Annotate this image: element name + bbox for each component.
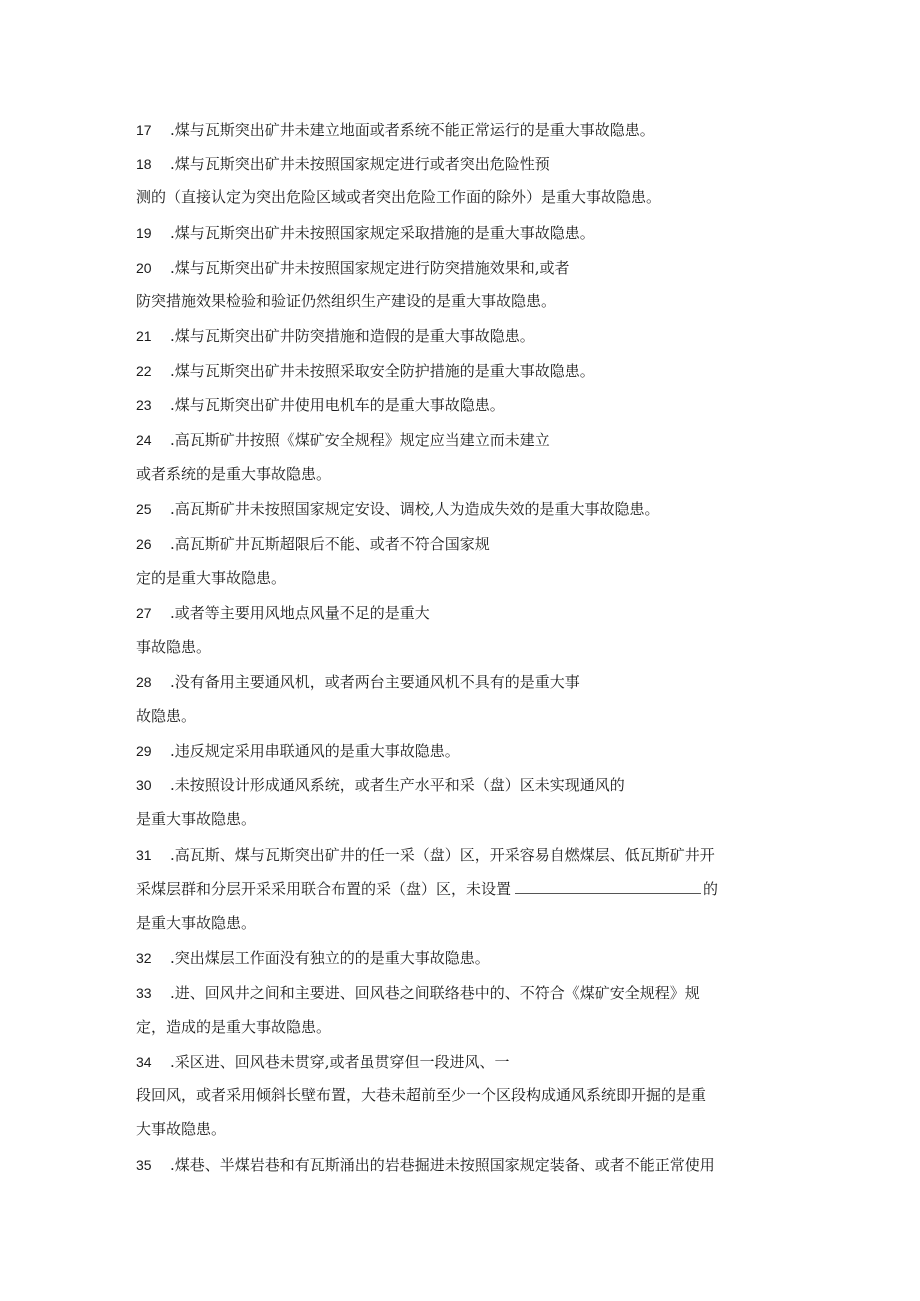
item-text: .煤与瓦斯突出矿井防突措施和造假的是重大事故隐患。 [170,327,535,345]
item-33 [136,983,820,1003]
item-number: 35 [136,1157,152,1173]
item-30 [136,775,820,795]
item-number: 27 [136,605,152,621]
item-text: .煤与瓦斯突出矿井使用电机车的是重大事故隐患。 [170,396,505,414]
item-20 [136,258,820,278]
item-number: 30 [136,777,152,793]
item-text: .没有备用主要通风机，或者两台主要通风机不具有的是重大事 [170,673,580,691]
item-17 [136,120,820,140]
item-text: 事故隐患。 [136,638,212,656]
item-continuation [136,706,820,726]
item-18 [136,154,820,174]
item-number: 21 [136,328,152,344]
item-text: .未按照设计形成通风系统，或者生产水平和采（盘）区未实现通风的 [170,776,625,794]
item-text: 的 [703,880,719,898]
item-text: .煤与瓦斯突出矿井未按照采取安全防护措施的是重大事故隐患。 [170,362,595,380]
item-number: 19 [136,225,152,241]
item-continuation [136,1017,820,1037]
item-text: 定的是重大事故隐患。 [136,569,287,587]
item-25 [136,499,820,519]
item-number: 24 [136,432,152,448]
item-text: .违反规定采用串联通风的是重大事故隐患。 [170,742,460,760]
item-text: .高瓦斯、煤与瓦斯突出矿井的任一采（盘）区，开采容易自燃煤层、低瓦斯矿井开 [170,846,715,864]
item-number: 31 [136,847,152,863]
item-text: 是重大事故隐患。 [136,914,257,932]
item-text: 故隐患。 [136,707,197,725]
item-text: .煤巷、半煤岩巷和有瓦斯涌出的岩巷掘进未按照国家规定装备、或者不能正常使用 [170,1156,715,1174]
item-26 [136,534,820,554]
item-19 [136,223,820,243]
item-24 [136,430,820,450]
item-text: 大事故隐患。 [136,1120,227,1138]
item-text: 是重大事故隐患。 [136,810,257,828]
item-text: 段回风，或者采用倾斜长壁布置，大巷未超前至少一个区段构成通风系统即开掘的是重 [136,1086,707,1104]
item-continuation [136,568,820,588]
item-number: 18 [136,156,152,172]
item-34 [136,1052,820,1072]
item-text: .突出煤层工作面没有独立的的是重大事故隐患。 [170,949,490,967]
item-number: 32 [136,950,152,966]
item-continuation [136,291,820,311]
item-text: 采煤层群和分层开采采用联合布置的采（盘）区，未设置 [136,880,512,898]
item-text: .或者等主要用风地点风量不足的是重大 [170,604,430,622]
item-text: .煤与瓦斯突出矿井未建立地面或者系统不能正常运行的是重大事故隐患。 [170,121,655,139]
item-text: .高瓦斯矿井瓦斯超限后不能、或者不符合国家规 [170,535,490,553]
item-number: 33 [136,985,152,1001]
item-text: .煤与瓦斯突出矿井未按照国家规定进行或者突出危险性预 [170,155,550,173]
item-number: 23 [136,397,152,413]
fill-in-blank [515,879,701,894]
item-continuation [136,1085,820,1105]
item-continuation [136,1119,820,1139]
item-text: .高瓦斯矿井未按照国家规定安设、调校,人为造成失效的是重大事故隐患。 [170,500,660,518]
item-31 [136,845,820,865]
item-continuation [136,464,820,484]
item-number: 17 [136,122,152,138]
item-28 [136,672,820,692]
item-23 [136,395,820,415]
item-continuation [136,879,820,899]
item-text: .高瓦斯矿井按照《煤矿安全规程》规定应当建立而未建立 [170,431,550,449]
item-text: 或者系统的是重大事故隐患。 [136,465,332,483]
item-text: 防突措施效果检验和验证仍然组织生产建设的是重大事故隐患。 [136,292,557,310]
item-number: 22 [136,363,152,379]
item-continuation [136,637,820,657]
item-text: .煤与瓦斯突出矿井未按照国家规定进行防突措施效果和,或者 [170,259,570,277]
item-text: 测的（直接认定为突出危险区域或者突出危险工作面的除外）是重大事故隐患。 [136,188,662,206]
item-35 [136,1155,820,1175]
item-22 [136,361,820,381]
item-continuation [136,809,820,829]
item-32 [136,948,820,968]
item-text: .进、回风井之间和主要进、回风巷之间联络巷中的、不符合《煤矿安全规程》规 [170,984,700,1002]
item-21 [136,326,820,346]
item-text: .煤与瓦斯突出矿井未按照国家规定采取措施的是重大事故隐患。 [170,224,595,242]
item-number: 26 [136,536,152,552]
item-continuation [136,913,820,933]
item-number: 29 [136,743,152,759]
item-29 [136,741,820,761]
item-text: 定，造成的是重大事故隐患。 [136,1018,332,1036]
item-continuation [136,187,820,207]
item-number: 28 [136,674,152,690]
item-27 [136,603,820,623]
item-number: 34 [136,1054,152,1070]
item-number: 20 [136,260,152,276]
item-text: .采区进、回风巷未贯穿,或者虽贯穿但一段进风、一 [170,1053,510,1071]
item-number: 25 [136,501,152,517]
